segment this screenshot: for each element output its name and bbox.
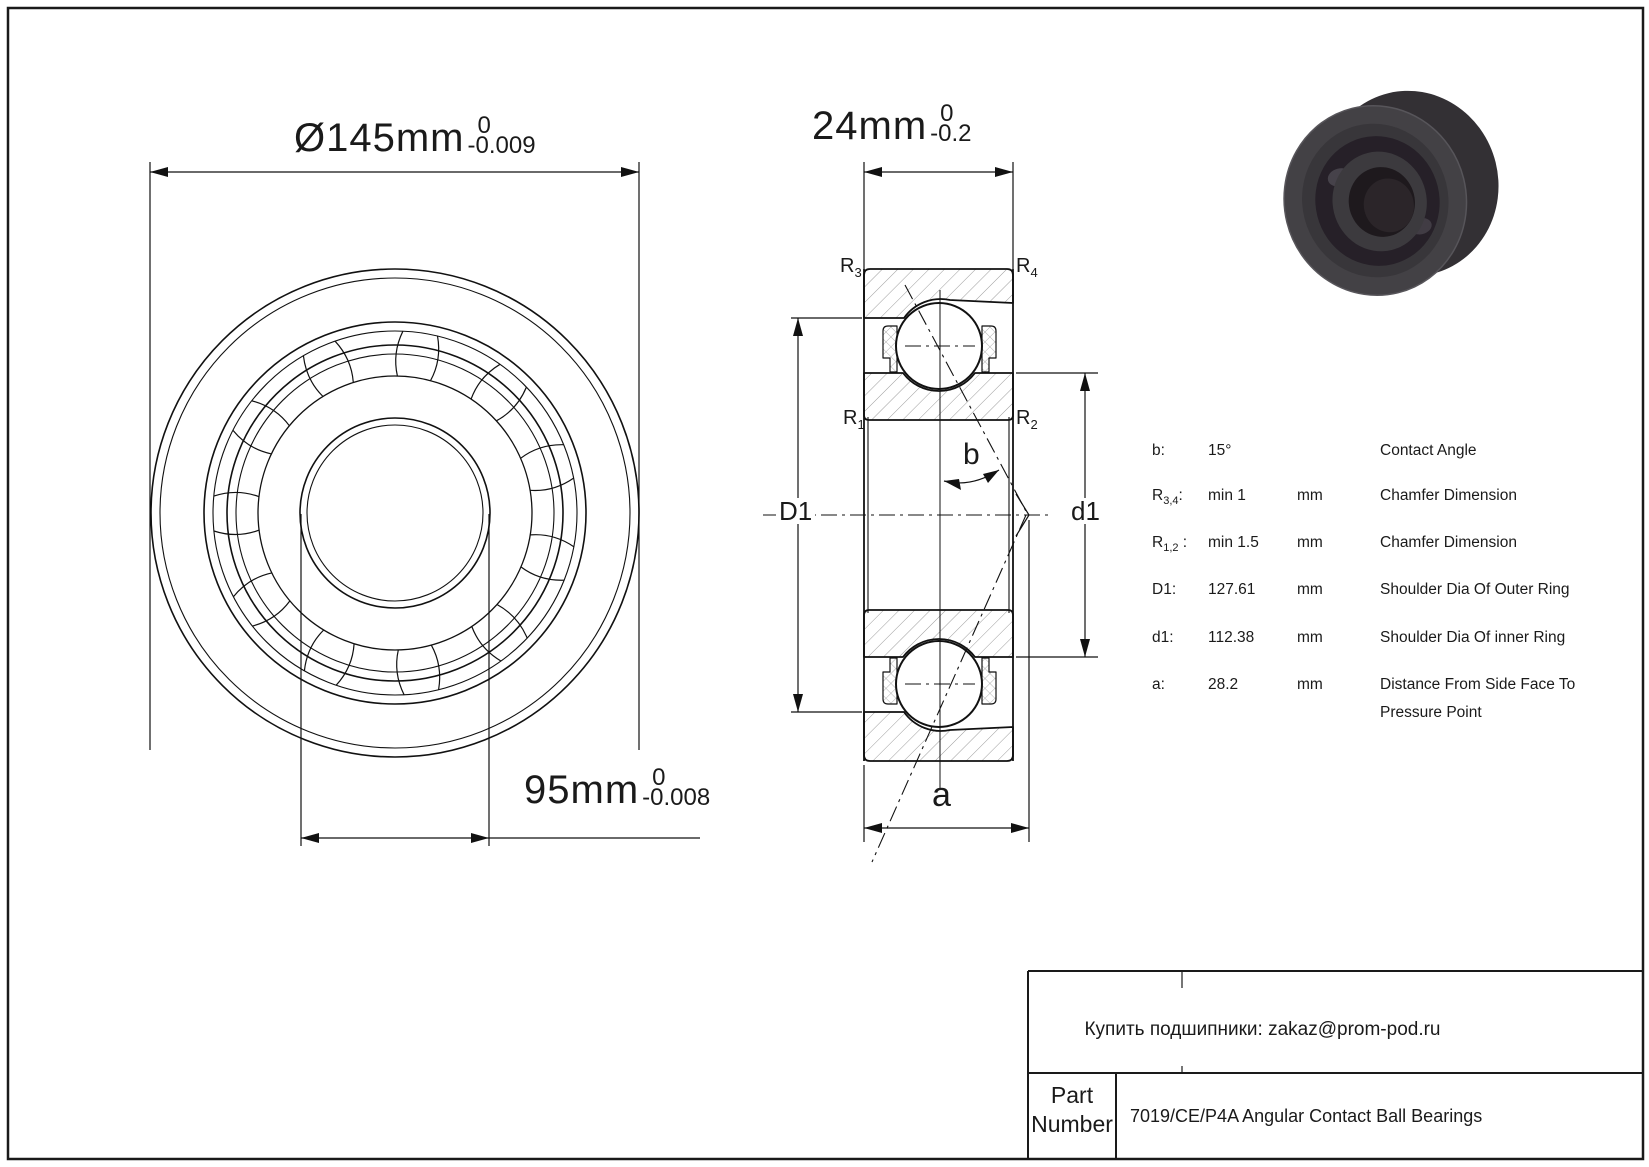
label-D1: D1 (776, 498, 815, 524)
part-number-value: 7019/CE/P4A Angular Contact Ball Bearings (1130, 1106, 1483, 1126)
spec-value: 127.61 (1208, 581, 1256, 598)
part-number-label: Part Number (1031, 1082, 1113, 1137)
label-a: a (932, 776, 951, 814)
spec-value: 112.38 (1208, 629, 1255, 646)
spec-description: Distance From Side Face To Pressure Point (1380, 676, 1576, 721)
bearing-3d-render (1263, 72, 1521, 315)
spec-label: $R_{1,2}$ : (1152, 534, 1188, 555)
width-tol-lower: -0.2 (930, 120, 972, 147)
bore-value: 95mm (524, 768, 640, 812)
bore-tol-upper: 0 (652, 764, 666, 791)
spec-value: 15° (1208, 442, 1232, 459)
title-block (1028, 971, 1643, 1158)
label-d1: d1 (1068, 498, 1103, 524)
front-view (151, 269, 639, 757)
cross-section (763, 269, 1048, 862)
spec-label: d1: (1152, 629, 1174, 646)
spec-description: Contact Angle (1380, 442, 1477, 459)
spec-description: Shoulder Dia Of Outer Ring (1380, 581, 1570, 598)
od-dimension-text (294, 112, 536, 160)
spec-description: Shoulder Dia Of inner Ring (1380, 629, 1566, 646)
spec-value: min 1 (1208, 487, 1246, 504)
od-tol-lower: -0.009 (467, 132, 536, 159)
label-b: b (963, 438, 980, 471)
label-r2: $R_2$ (1016, 407, 1038, 432)
spec-unit: mm (1297, 487, 1323, 504)
label-r1: $R_1$ (843, 407, 865, 432)
spec-label: D1: (1152, 581, 1177, 598)
spec-description: Chamfer Dimension (1380, 487, 1517, 504)
od-tol-upper: 0 (477, 112, 491, 139)
contact-info: Купить подшипники: zakaz@prom-pod.ru (1084, 1019, 1441, 1040)
spec-unit: mm (1297, 629, 1323, 646)
width-tol-upper: 0 (940, 100, 954, 127)
spec-label: $R_{3,4}$: (1152, 487, 1183, 508)
width-value: 24mm (812, 104, 928, 148)
spec-label: b: (1152, 442, 1165, 459)
bore-tol-lower: -0.008 (642, 784, 711, 811)
spec-description: Chamfer Dimension (1380, 534, 1517, 551)
spec-value: min 1.5 (1208, 534, 1259, 551)
front-view-dimensions (150, 162, 700, 846)
spec-unit: mm (1297, 676, 1323, 693)
spec-label: a: (1152, 676, 1165, 693)
spec-unit: mm (1297, 534, 1323, 551)
label-r4: $R_4$ (1016, 255, 1038, 280)
cage-separators (214, 331, 574, 695)
spec-value: 28.2 (1208, 676, 1239, 693)
spec-row-pressure-distance (1152, 671, 1647, 731)
label-r3: $R_3$ (840, 255, 862, 280)
bore-dimension-text (524, 764, 711, 812)
od-value: Ø145mm (294, 116, 465, 160)
width-dimension-text (812, 100, 972, 148)
spec-unit: mm (1297, 581, 1323, 598)
